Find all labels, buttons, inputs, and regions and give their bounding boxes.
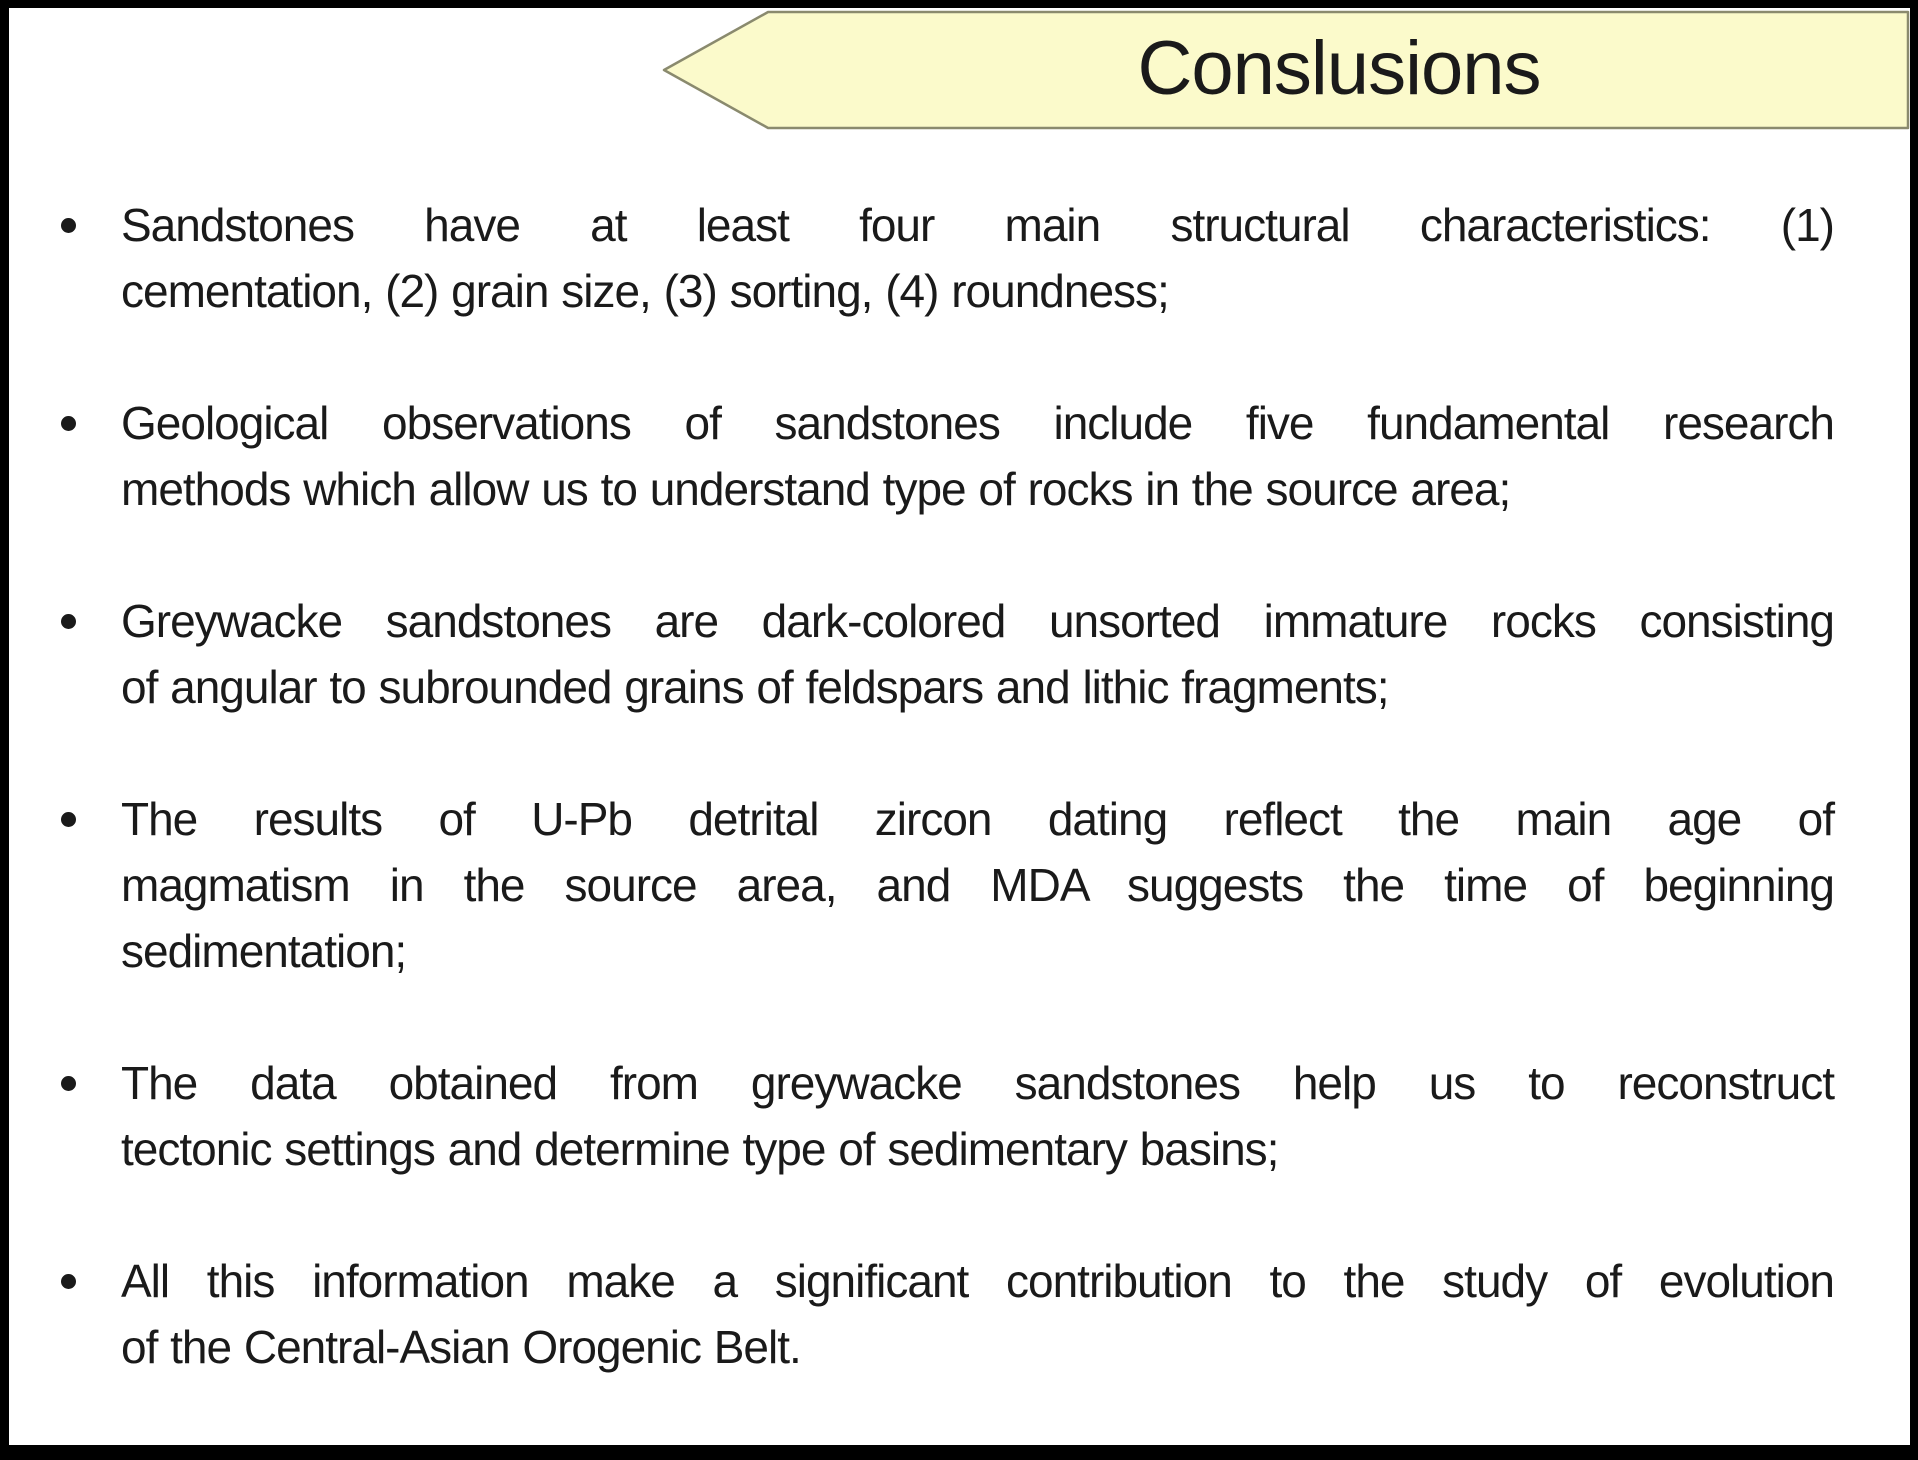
bullet-line: tectonic settings and determine type of sedimentary basins;	[121, 1123, 1279, 1175]
slide-title: Conslusions	[1137, 26, 1541, 111]
bullet-line: The data obtained from greywacke sandstones help us to reconstruct	[121, 1057, 1834, 1109]
slide	[9, 8, 1910, 1445]
bullet-dot-icon	[61, 812, 76, 827]
bullet-text	[121, 1050, 1834, 1182]
bullet-line: methods which allow us to understand type of rocks in the source area;	[121, 463, 1511, 515]
bullet-text	[121, 390, 1834, 522]
bullet-item	[61, 1248, 1834, 1380]
bullet-line: cementation, (2) grain size, (3) sorting, (4) roundness;	[121, 265, 1169, 317]
bullet-item	[61, 786, 1834, 984]
bullet-dot-icon	[61, 416, 76, 431]
bullet-item	[61, 588, 1834, 720]
bullet-line: Sandstones have at least four main structural characteristics: (1)	[121, 199, 1834, 251]
bullet-dot-icon	[61, 614, 76, 629]
bullet-dot-icon	[61, 1274, 76, 1289]
bullet-dot-icon	[61, 218, 76, 233]
bullet-line: magmatism in the source area, and MDA suggests the time of beginning	[121, 859, 1834, 911]
bullet-line: of angular to subrounded grains of feldspars and lithic fragments;	[121, 661, 1389, 713]
bullet-text	[121, 192, 1834, 324]
bullet-line: All this information make a significant contribution to the study of evolution	[121, 1255, 1834, 1307]
bullet-item	[61, 1050, 1834, 1182]
bullet-list	[61, 192, 1834, 1445]
bullet-dot-icon	[61, 1076, 76, 1091]
bullet-line: Greywacke sandstones are dark-colored unsorted immature rocks consisting	[121, 595, 1834, 647]
bullet-text	[121, 1248, 1834, 1380]
bullet-item	[61, 192, 1834, 324]
bullet-line: of the Central-Asian Orogenic Belt.	[121, 1321, 801, 1373]
bullet-item	[61, 390, 1834, 522]
bullet-line: The results of U-Pb detrital zircon dating reflect the main age of	[121, 793, 1834, 845]
bullet-line: sedimentation;	[121, 925, 407, 977]
bullet-text	[121, 786, 1834, 984]
bullet-text	[121, 588, 1834, 720]
bullet-line: Geological observations of sandstones include five fundamental research	[121, 397, 1834, 449]
